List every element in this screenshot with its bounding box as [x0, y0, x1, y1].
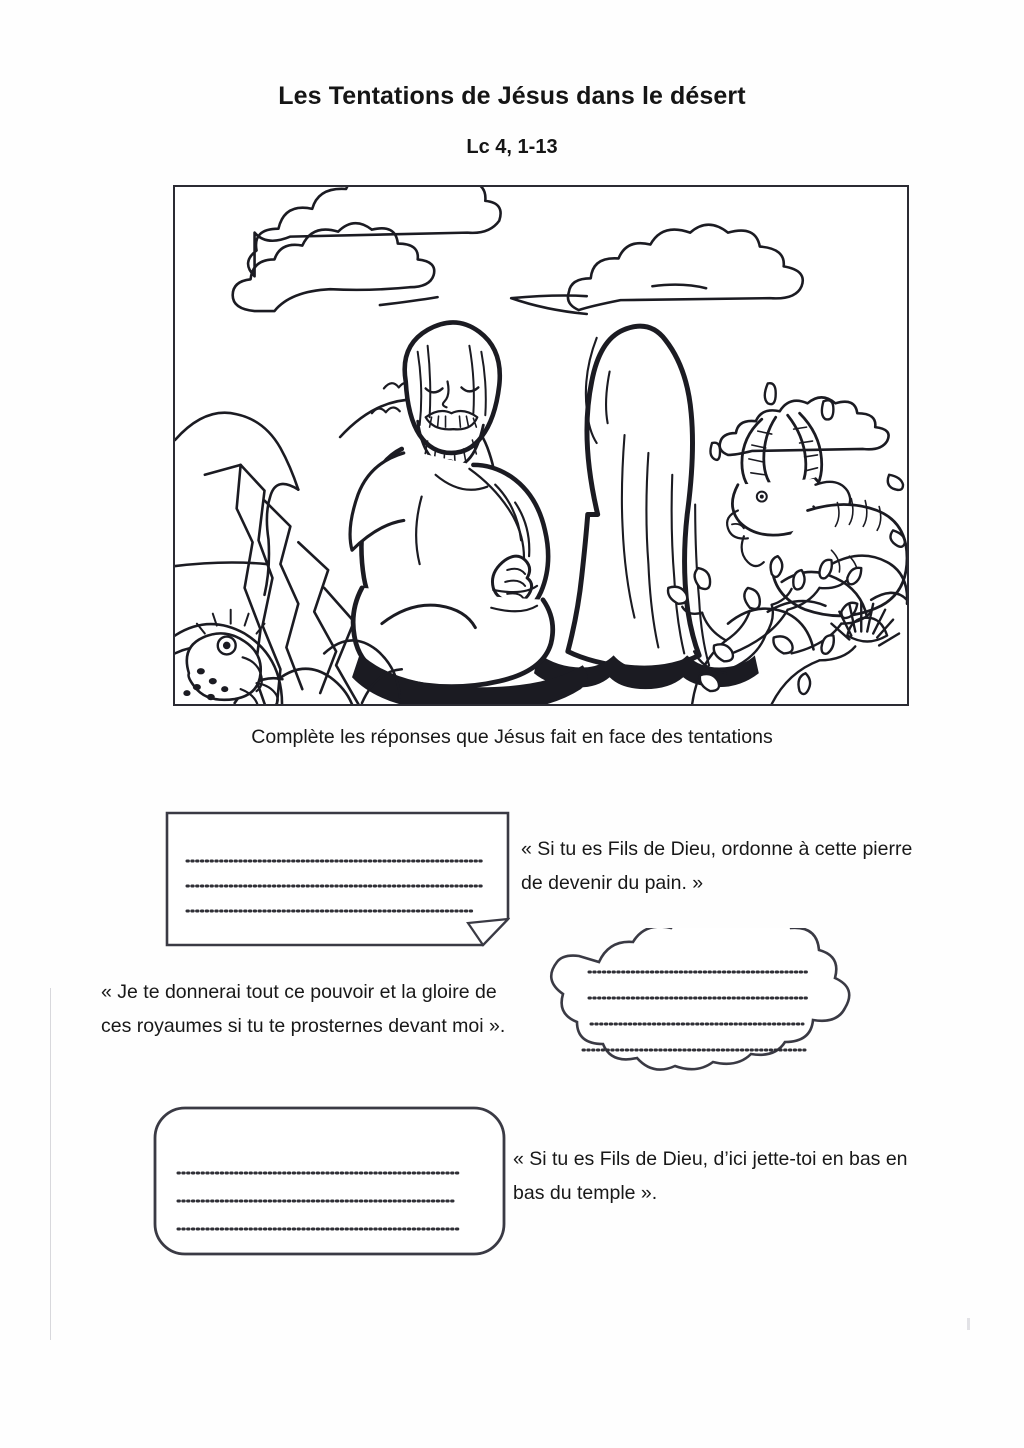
cloud-bubble-icon [537, 928, 863, 1086]
goat-figure [710, 383, 907, 616]
temptation-prompt-2: « Je te donnerai tout ce pouvoir et la gloire de ces royaumes si tu te prosternes devant moi ». [101, 981, 506, 1038]
illustration-frame [173, 185, 909, 706]
answer-box-cloud[interactable] [537, 928, 863, 1086]
scan-artifact-left [50, 988, 51, 1340]
scan-artifact-right [967, 1318, 970, 1330]
temptation-prompt-1: « Si tu es Fils de Dieu, ordonne à cette pierre de devenir du pain. » [521, 838, 913, 895]
page-title: Les Tentations de Jésus dans le désert [278, 82, 746, 110]
answer-box-note-folded[interactable] [165, 811, 510, 947]
answer-box-rounded[interactable] [152, 1105, 507, 1257]
note-folded-corner-icon [165, 811, 510, 947]
jesus-figure [350, 322, 587, 704]
desert-temptation-illustration [175, 187, 907, 704]
temptation-prompt-3: « Si tu es Fils de Dieu, d’ici jette-toi en bas en bas du temple ». [513, 1148, 908, 1205]
instruction-text: Complète les réponses que Jésus fait en face des tentations [251, 726, 773, 748]
cloud-shape-left [248, 187, 501, 276]
scripture-reference: Lc 4, 1-13 [466, 136, 558, 158]
rounded-rectangle-icon [152, 1105, 507, 1257]
toad-figure [183, 610, 277, 704]
